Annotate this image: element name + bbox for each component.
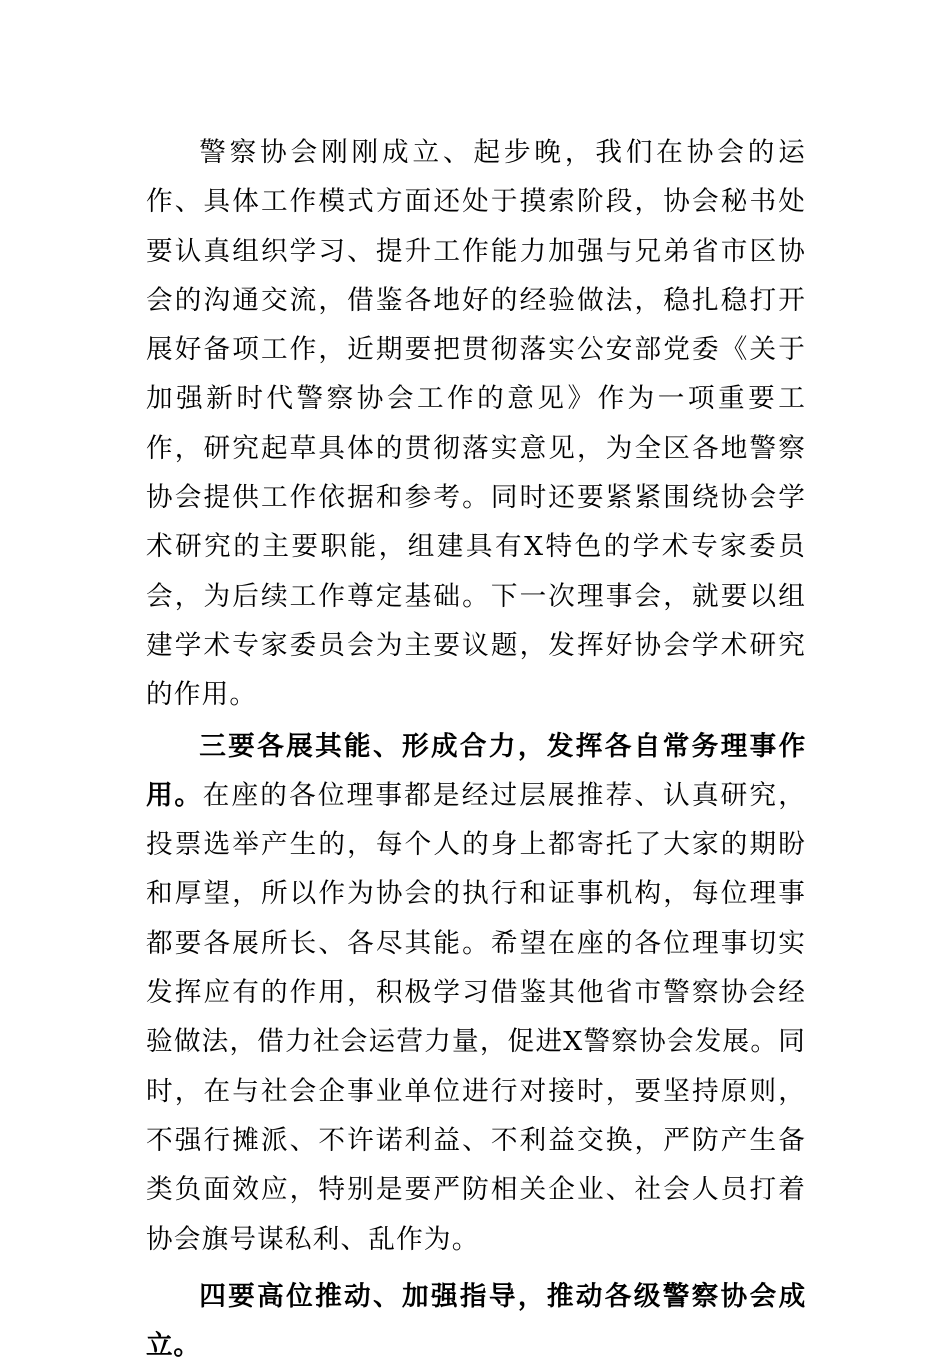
paragraph-2 (146, 722, 806, 1264)
paragraph-3-heading: 四要高位推动、加强指导，推动各级警察协会成立。 (146, 1280, 806, 1362)
paragraph-2-heading: 三要各展其能、形成合力，发挥各自常务理事作用。 (146, 730, 806, 811)
paragraph-1 (146, 128, 806, 720)
paragraph-3 (146, 1272, 806, 1370)
paragraph-2-body: 在座的各位理事都是经过层展推荐、认真研究，投票选举产生的，每个人的身上都寄托了大家的期盼和厚望，所以作为协会的执行和证事机构，每位理事都要各展所长、各尽其能。希望在座的各位理事切实发挥应有的作用，积极学习借鉴其他省市警察协会经验做法，借力社会运营力量，促进X警察协会发展。同时，在与社会企事业单位进行对接时，要坚持原则，不强行摊派、不许诺利益、不利益交换，严防产生备类负面效应，特别是要严防相关企业、社会人员打着协会旗号谋私利、乱作为。 (146, 779, 806, 1255)
paragraph-1-body: 警察协会刚刚成立、起步晚，我们在协会的运作、具体工作模式方面还处于摸索阶段，协会秘书处要认真组织学习、提升工作能力加强与兄弟省市区协会的沟通交流，借鉴各地好的经验做法，稳扎稳打开展好备项工作，近期要把贯彻落实公安部党委《关于加强新时代警察协会工作的意见》作为一项重要工作，研究起草具体的贯彻落实意见，为全区各地警察协会提供工作依据和参考。同时还要紧紧围绕协会学术研究的主要职能，组建具有X特色的学术专家委员会，为后续工作尊定基础。下一次理事会，就要以组建学术专家委员会为主要议题，发挥好协会学术研究的作用。 (146, 137, 806, 711)
document-page (146, 128, 806, 1370)
